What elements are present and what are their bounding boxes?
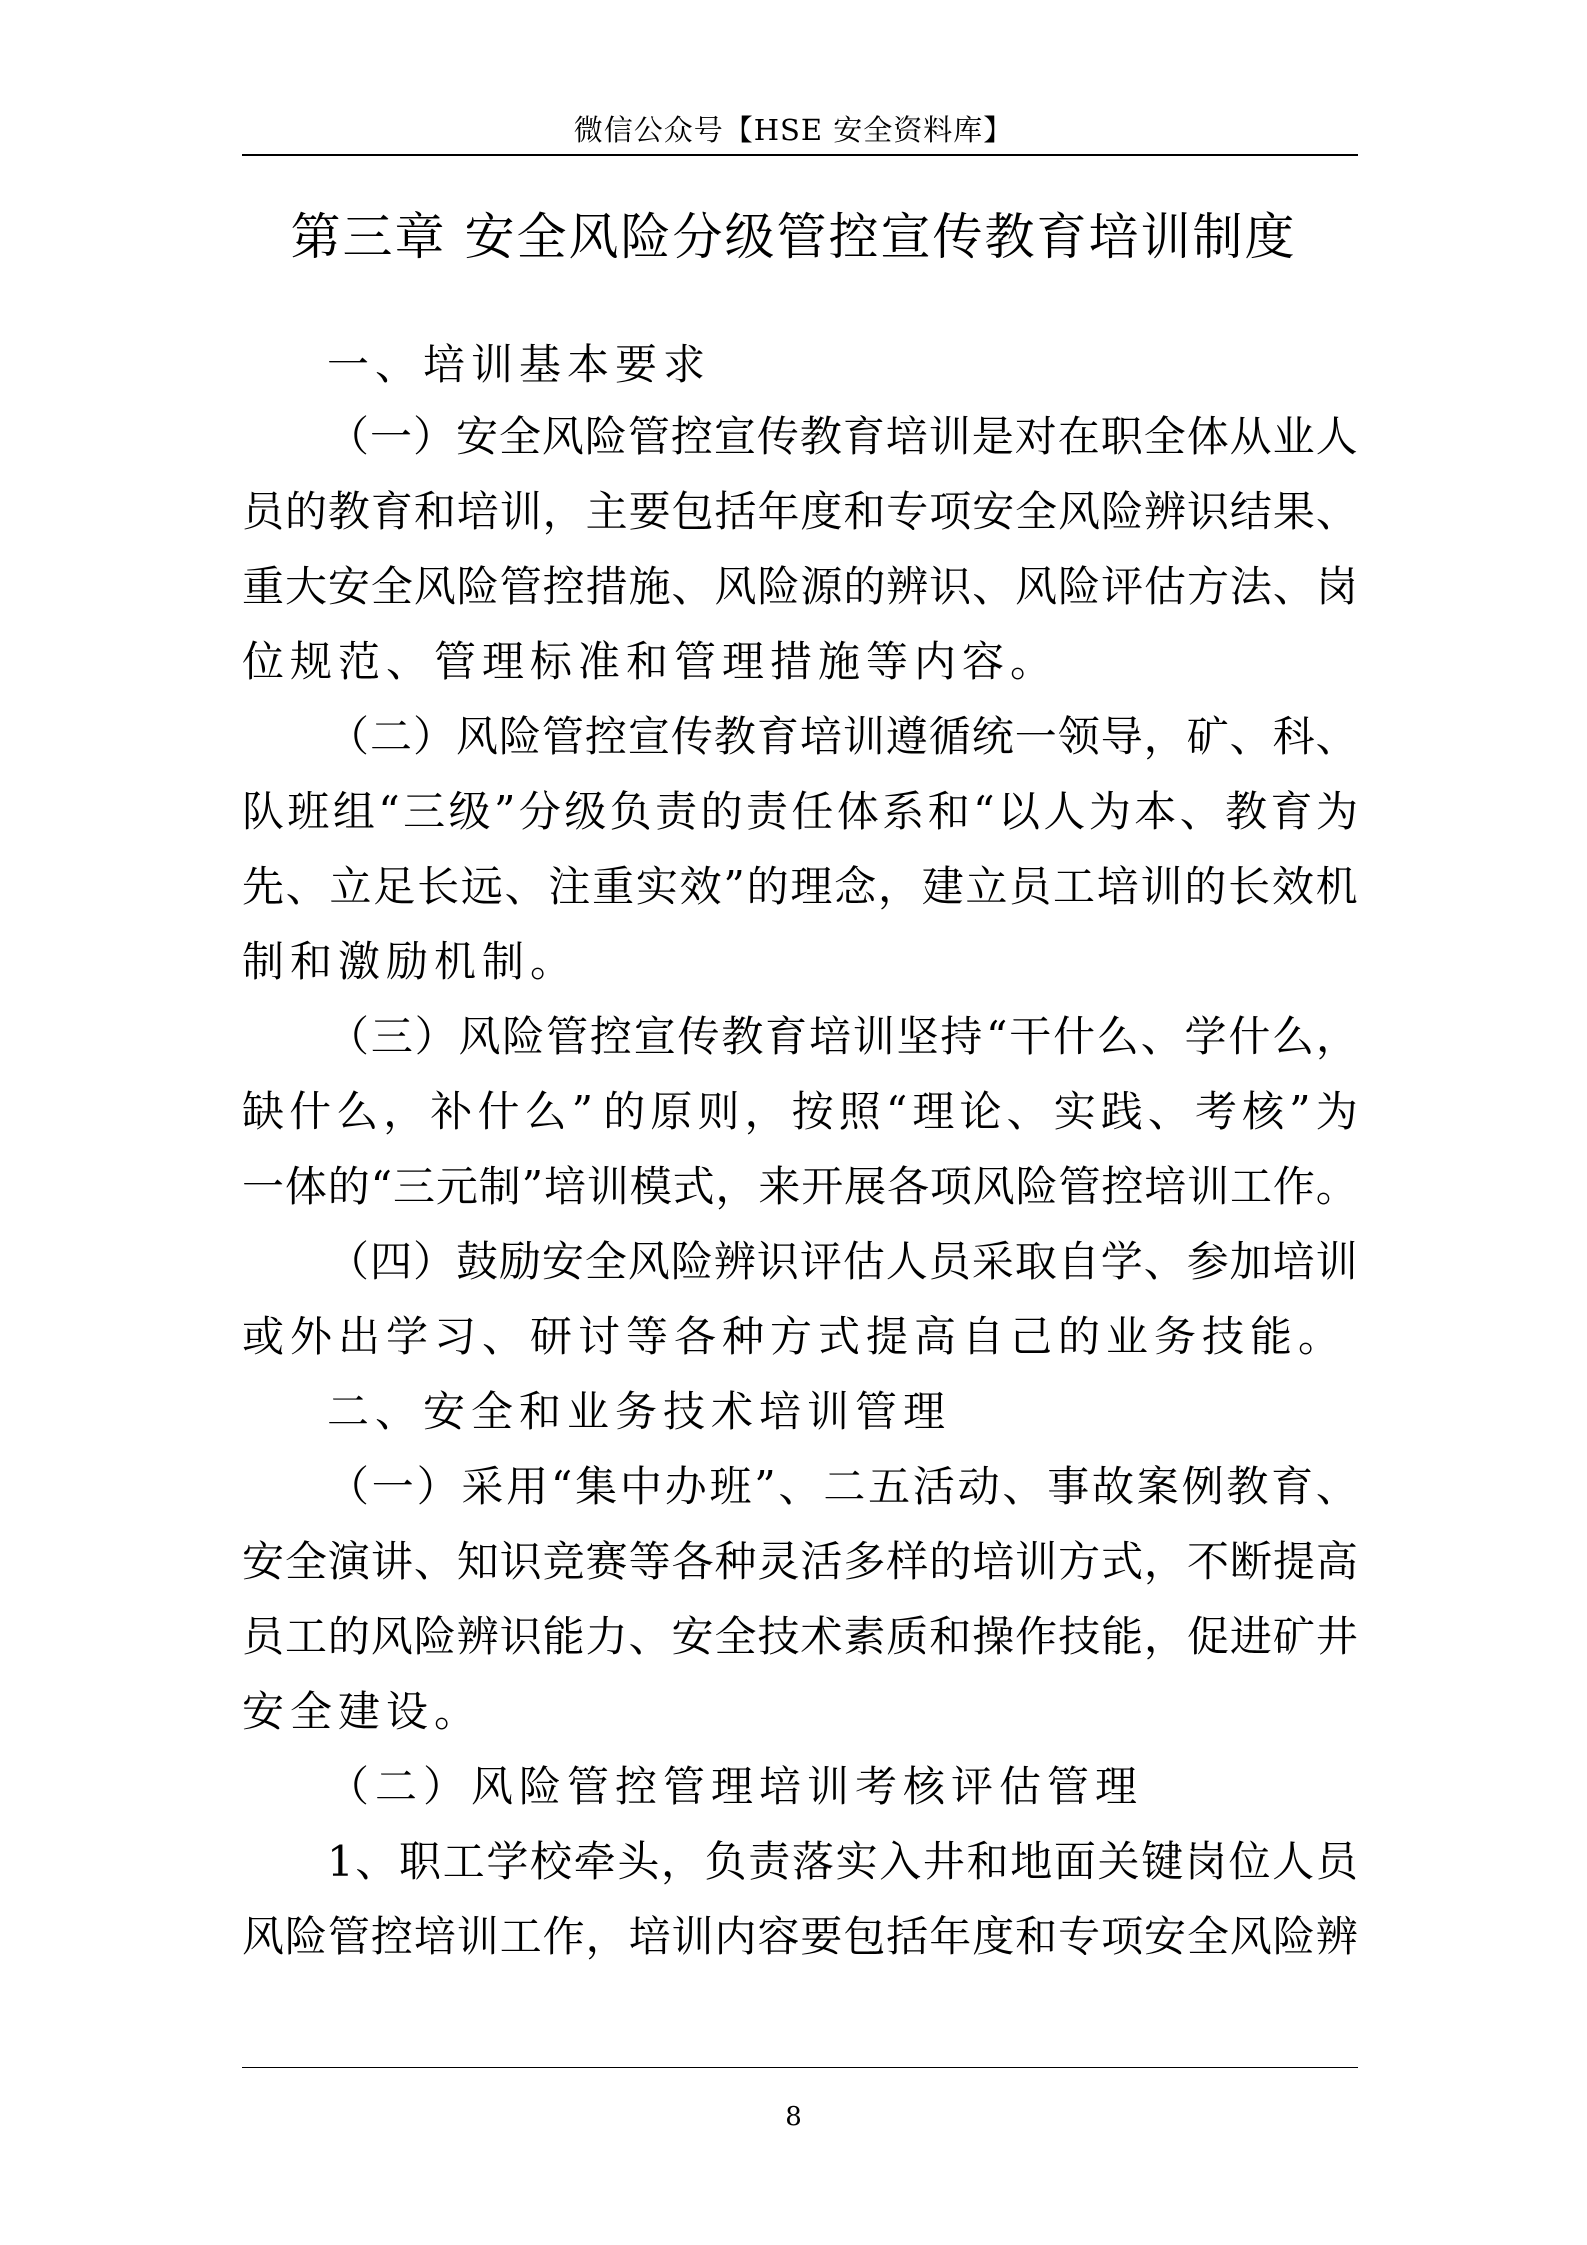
subsection-heading: （二）风险管控管理培训考核评估管理 xyxy=(327,1762,1144,1811)
chapter-title: 第三章 安全风险分级管控宣传教育培训制度 xyxy=(290,208,1297,266)
paragraph-line: （ 二 ） 风 险 管 控 宣 传 教 育 培 训 遵 循 统 一 领 导 ， 矿 、 科 、 xyxy=(327,712,1358,761)
paragraph-line: 安全建设。 xyxy=(242,1687,483,1736)
paragraph-line: 位规范、管理标准和管理措施等内容。 xyxy=(242,637,1059,686)
paragraph-line: 队 班 组 “ 三 级 ” 分 级 负 责 的 责 任 体 系 和 “ 以 人 为 本 、 教 育 为 xyxy=(242,787,1358,836)
paragraph-line: 员 的 教 育 和 培 训 ， 主 要 包 括 年 度 和 专 项 安 全 风 险 辨 识 结 果 、 xyxy=(242,487,1358,536)
paragraph-line: 制和激励机制。 xyxy=(242,937,579,986)
paragraph-line: 重 大 安 全 风 险 管 控 措 施 、 风 险 源 的 辨 识 、 风 险 评 估 方 法 、 岗 xyxy=(242,562,1358,611)
paragraph-line: （ 一 ） 安 全 风 险 管 控 宣 传 教 育 培 训 是 对 在 职 全 体 从 业 人 xyxy=(327,412,1358,461)
paragraph-line: 1 、 职 工 学 校 牵 头 ， 负 责 落 实 入 井 和 地 面 关 键 岗 位 人 员 xyxy=(327,1837,1358,1886)
paragraph-line: 缺 什 么 ， 补 什 么 ” 的 原 则 ， 按 照 “ 理 论 、 实 践 、 考 核 ” 为 xyxy=(242,1087,1358,1136)
paragraph-line: 风 险 管 控 培 训 工 作 ， 培 训 内 容 要 包 括 年 度 和 专 项 安 全 风 险 辨 xyxy=(242,1912,1358,1961)
footer-rule xyxy=(242,2067,1358,2068)
paragraph-line: 或外出学习、研讨等各种方式提高自己的业务技能。 xyxy=(242,1312,1347,1361)
paragraph-line: 员 工 的 风 险 辨 识 能 力 、 安 全 技 术 素 质 和 操 作 技 能 ， 促 进 矿 井 xyxy=(242,1612,1358,1661)
section-heading: 一、培训基本要求 xyxy=(327,340,712,389)
header-text: 微信公众号【HSE 安全资料库】 xyxy=(573,113,1014,147)
paragraph-line: （ 一 ） 采 用 “ 集 中 办 班 ” 、 二 五 活 动 、 事 故 案 例 教 育 、 xyxy=(327,1462,1358,1511)
section-heading: 二、安全和业务技术培训管理 xyxy=(327,1387,952,1436)
paragraph-line: 安 全 演 讲 、 知 识 竞 赛 等 各 种 灵 活 多 样 的 培 训 方 式 ， 不 断 提 高 xyxy=(242,1537,1358,1586)
header-rule xyxy=(242,154,1358,156)
page-number: 8 xyxy=(785,2102,802,2132)
paragraph-line: （ 四 ） 鼓 励 安 全 风 险 辨 识 评 估 人 员 采 取 自 学 、 参 加 培 训 xyxy=(327,1237,1358,1286)
paragraph-line: 先 、 立 足 长 远 、 注 重 实 效 ” 的 理 念 ， 建 立 员 工 培 训 的 长 效 机 xyxy=(242,862,1358,911)
paragraph-line: （ 三 ） 风 险 管 控 宣 传 教 育 培 训 坚 持 “ 干 什 么 、 学 什 么 ， xyxy=(327,1012,1358,1061)
paragraph-line: 一 体 的 “ 三 元 制 ” 培 训 模 式 ， 来 开 展 各 项 风 险 管 控 培 训 工 作 。 xyxy=(242,1162,1358,1211)
